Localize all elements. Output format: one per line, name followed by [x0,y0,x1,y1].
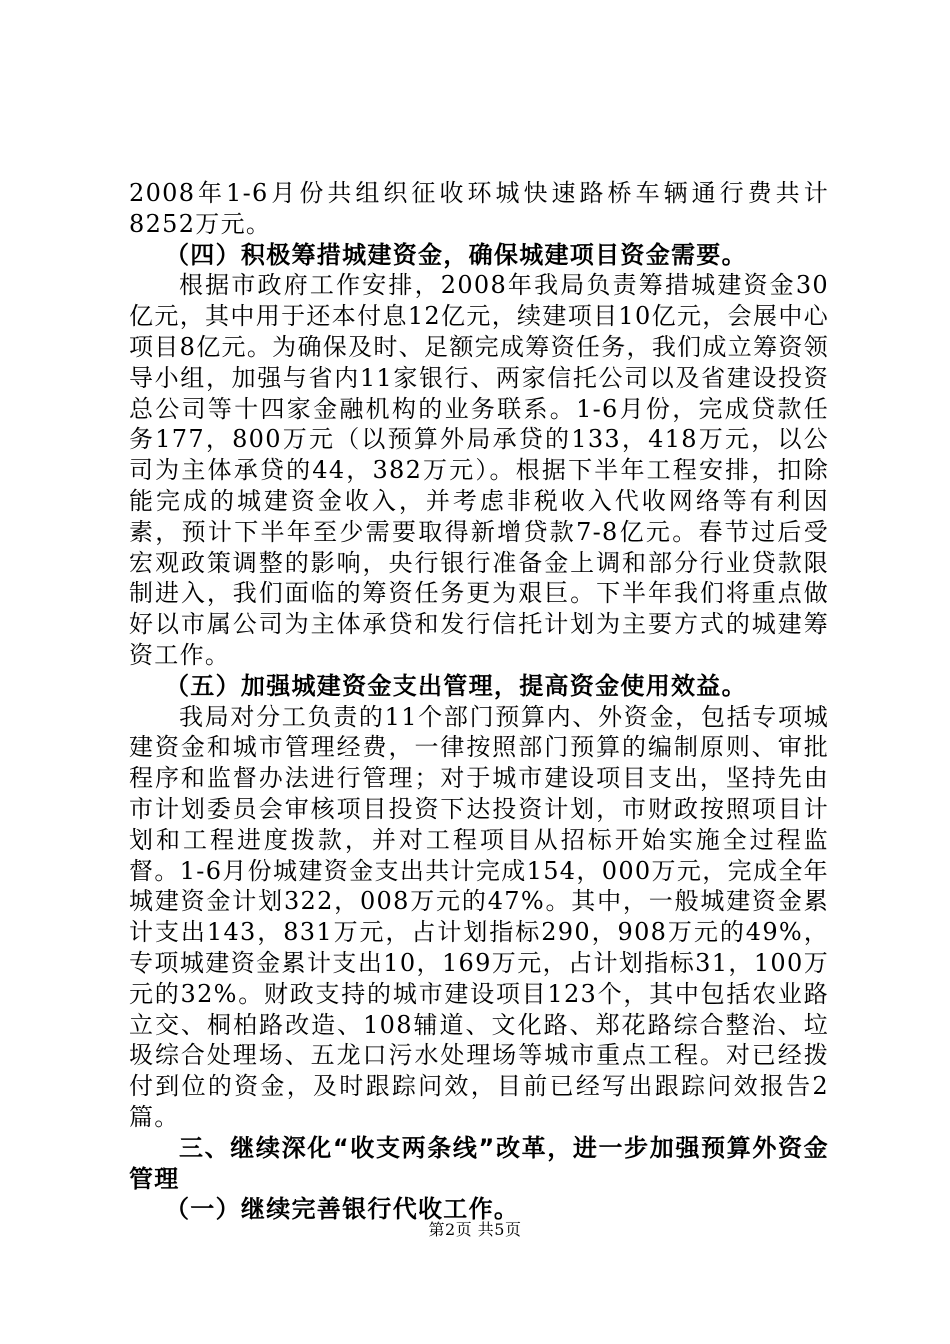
page-footer: 第2页 共5页 [428,1220,522,1239]
paragraph-fundraising: 根据市政府工作安排，2008年我局负责筹措城建资金30亿元，其中用于还本付息12亿元，续建项目10亿元，会展中心项目8亿元。为确保及时、足额完成筹资任务，我们成立筹资领导小组，加强与省内11家银行、两家信托公司以及省建设投资总公司等十四家金融机构的业务联系。1-6月份，完成贷款任务177，800万元（以预算外局承贷的133，418万元，以公司为主体承贷的44，382万元）。根据下半年工程安排，扣除能完成的城建资金收入，并考虑非税收入代收网络等有利因素，预计下半年至少需要取得新增贷款7-8亿元。春节过后受宏观政策调整的影响，央行银行准备金上调和部分行业贷款限制进入，我们面临的筹资任务更为艰巨。下半年我们将重点做好以市属公司为主体承贷和发行信托计划为主要方式的城建筹资工作。 [129,271,829,669]
paragraph-expenditure: 我局对分工负责的11个部门预算内、外资金，包括专项城建资金和城市管理经费，一律按照部门预算的编制原则、审批程序和监督办法进行管理；对于城市建设项目支出，坚持先由市计划委员会审核项目投资下达投资计划，市财政按照项目计划和工程进度拨款，并对工程项目从招标开始实施全过程监督。1-6月份城建资金支出共计完成154，000万元，完成全年城建资金计划322，008万元的47%。其中，一般城建资金累计支出143，831万元，占计划指标290，908万元的49%，专项城建资金累计支出10，169万元，占计划指标31，100万元的32%。财政支持的城市建设项目123个，其中包括农业路立交、桐柏路改造、108辅道、文化路、郑花路综合整治、垃圾综合处理场、五龙口污水处理场等城市重点工程。对已经拨付到位的资金，及时跟踪问效，目前已经写出跟踪问效报告2篇。 [129,702,829,1131]
subheading-four: （四）积极筹措城建资金，确保城建项目资金需要。 [165,240,747,269]
section-heading-three: 三、继续深化“收支两条线”改革，进一步加强预算外资金管理 [129,1133,829,1193]
paragraph-toll-revenue: 2008年1-6月份共组织征收环城快速路桥车辆通行费共计8252万元。 [129,179,829,238]
document-body [129,178,829,1225]
subheading-one: （一）继续完善银行代收工作。 [165,1195,520,1224]
subheading-five: （五）加强城建资金支出管理，提高资金使用效益。 [165,671,747,700]
